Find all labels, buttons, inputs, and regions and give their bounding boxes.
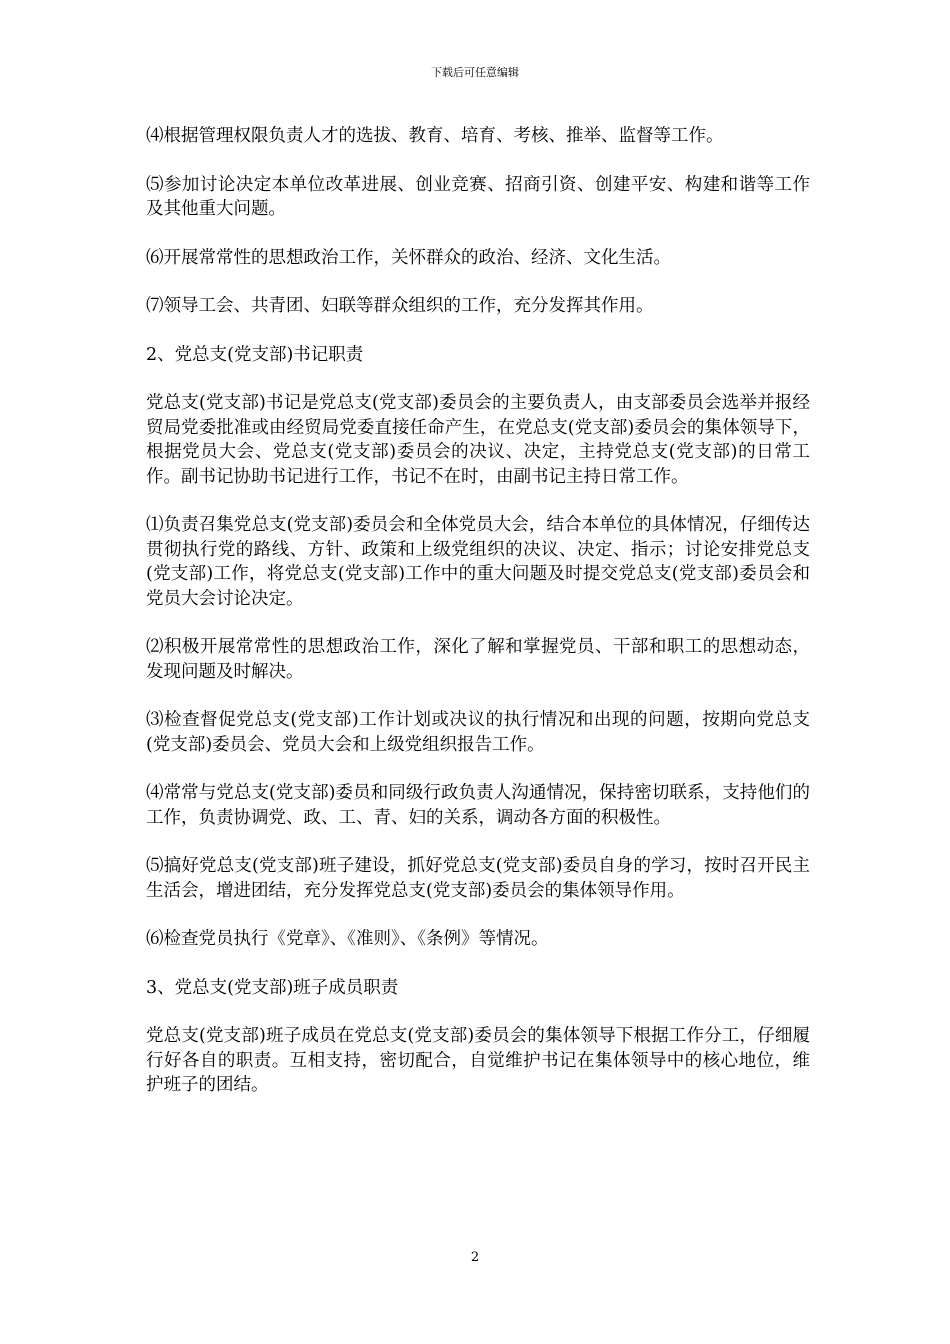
paragraph: ⑹开展常常性的思想政治工作，关怀群众的政治、经济、文化生活。: [146, 247, 671, 268]
paragraph: ⑷根据管理权限负责人才的选拔、教育、培育、考核、推举、监督等工作。: [146, 126, 724, 146]
paragraph: ⑴负责召集党总支(党支部)委员会和全体党员大会，结合本单位的具体情况，仔细传达贯彻执行党的路线、方针、政策和上级党组织的决议、决定、指示；讨论安排党总支(党支部)工作，将党总支(党支部)工作中的重大问题及时提交党总支(党支部)委员会和党员大会讨论决定。: [146, 515, 810, 609]
page-number: 2: [470, 1250, 480, 1265]
document-body: [146, 124, 810, 1122]
section-heading: 2、党总支(党支部)书记职责: [146, 344, 364, 365]
paragraph: ⑸搞好党总支(党支部)班子建设，抓好党总支(党支部)委员自身的学习，按时召开民主生活会，增进团结，充分发挥党总支(党支部)委员会的集体领导作用。: [146, 856, 810, 901]
paragraph: 党总支(党支部)班子成员在党总支(党支部)委员会的集体领导下根据工作分工，仔细履行好各自的职责。互相支持，密切配合，自觉维护书记在集体领导中的核心地位，维护班子的团结。: [146, 1026, 810, 1095]
page-header: 下载后可任意编辑: [431, 66, 519, 79]
paragraph: ⑸参加讨论决定本单位改革进展、创业竞赛、招商引资、创建平安、构建和谐等工作及其他重大问题。: [146, 174, 810, 219]
paragraph: ⑷常常与党总支(党支部)委员和同级行政负责人沟通情况，保持密切联系，支持他们的工作，负责协调党、政、工、青、妇的关系，调动各方面的积极性。: [146, 783, 810, 828]
paragraph: ⑶检查督促党总支(党支部)工作计划或决议的执行情况和出现的问题，按期向党总支(党支部)委员会、党员大会和上级党组织报告工作。: [146, 710, 810, 755]
paragraph: ⑵积极开展常常性的思想政治工作，深化了解和掌握党员、干部和职工的思想动态，发现问题及时解决。: [146, 637, 810, 682]
paragraph: 党总支(党支部)书记是党总支(党支部)委员会的主要负责人，由支部委员会选举并报经贸局党委批准或由经贸局党委直接任命产生，在党总支(党支部)委员会的集体领导下，根据党员大会、党总支(党支部)委员会的决议、决定，主持党总支(党支部)的日常工作。副书记协助书记进行工作，书记不在时，由副书记主持日常工作。: [146, 393, 810, 487]
paragraph: ⑺领导工会、共青团、妇联等群众组织的工作，充分发挥其作用。: [146, 296, 654, 316]
paragraph: ⑹检查党员执行《党章》、《准则》、《条例》等情况。: [146, 929, 549, 949]
section-heading: 3、党总支(党支部)班子成员职责: [146, 977, 399, 998]
